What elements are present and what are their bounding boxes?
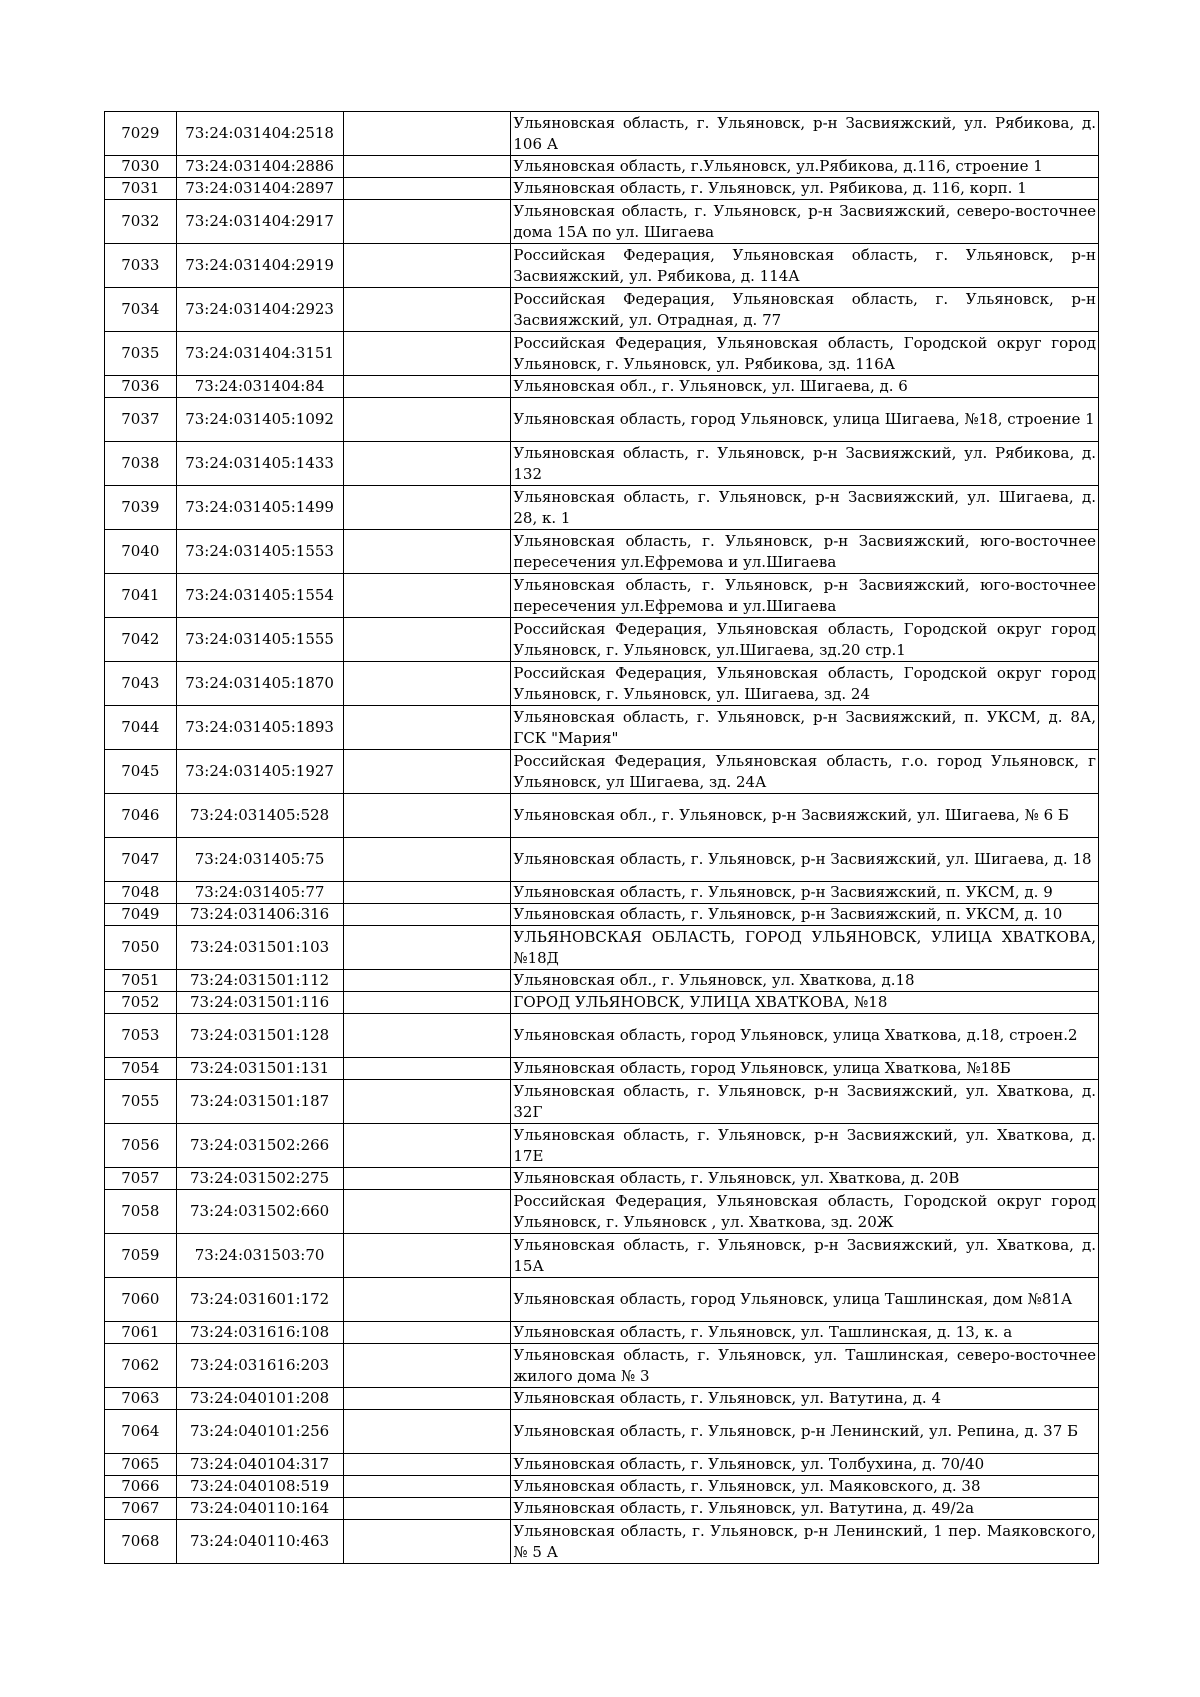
table-row bbox=[105, 574, 1099, 618]
row-number-cell: 7068 bbox=[105, 1520, 177, 1564]
cadastral-number-cell: 73:24:031405:1553 bbox=[176, 530, 343, 574]
cadastral-number-cell: 73:24:031404:2518 bbox=[176, 112, 343, 156]
row-number-cell: 7033 bbox=[105, 244, 177, 288]
row-number-cell: 7052 bbox=[105, 992, 177, 1014]
empty-cell bbox=[343, 970, 511, 992]
empty-cell bbox=[343, 1278, 511, 1322]
row-number-cell: 7036 bbox=[105, 376, 177, 398]
address-cell: Ульяновская область, г. Ульяновск, р-н Засвияжский, юго-восточнее пересечения ул.Ефремова и ул.Шигаева bbox=[511, 530, 1099, 574]
cadastral-number-cell: 73:24:031405:1870 bbox=[176, 662, 343, 706]
row-number-cell: 7064 bbox=[105, 1410, 177, 1454]
cadastral-number-cell: 73:24:031405:1893 bbox=[176, 706, 343, 750]
empty-cell bbox=[343, 486, 511, 530]
address-cell: Ульяновская область, г. Ульяновск, р-н Ленинский, ул. Репина, д. 37 Б bbox=[511, 1410, 1099, 1454]
empty-cell bbox=[343, 398, 511, 442]
cadastral-table bbox=[104, 111, 1099, 1564]
empty-cell bbox=[343, 1410, 511, 1454]
address-cell: Ульяновская область, г. Ульяновск, р-н Засвияжский, ул. Хваткова, д. 15А bbox=[511, 1234, 1099, 1278]
cadastral-number-cell: 73:24:040101:256 bbox=[176, 1410, 343, 1454]
row-number-cell: 7032 bbox=[105, 200, 177, 244]
empty-cell bbox=[343, 1080, 511, 1124]
address-cell: Ульяновская обл., г. Ульяновск, ул. Шигаева, д. 6 bbox=[511, 376, 1099, 398]
cadastral-number-cell: 73:24:031404:2917 bbox=[176, 200, 343, 244]
cadastral-number-cell: 73:24:031404:2923 bbox=[176, 288, 343, 332]
table-row bbox=[105, 794, 1099, 838]
empty-cell bbox=[343, 244, 511, 288]
row-number-cell: 7040 bbox=[105, 530, 177, 574]
row-number-cell: 7050 bbox=[105, 926, 177, 970]
cadastral-number-cell: 73:24:031601:172 bbox=[176, 1278, 343, 1322]
table-row bbox=[105, 926, 1099, 970]
empty-cell bbox=[343, 442, 511, 486]
row-number-cell: 7051 bbox=[105, 970, 177, 992]
table-row bbox=[105, 904, 1099, 926]
cadastral-number-cell: 73:24:031502:275 bbox=[176, 1168, 343, 1190]
cadastral-number-cell: 73:24:031406:316 bbox=[176, 904, 343, 926]
row-number-cell: 7039 bbox=[105, 486, 177, 530]
table-row bbox=[105, 200, 1099, 244]
row-number-cell: 7056 bbox=[105, 1124, 177, 1168]
address-cell: Ульяновская область, г. Ульяновск, р-н Засвияжский, ул. Шигаева, д. 18 bbox=[511, 838, 1099, 882]
table-row bbox=[105, 156, 1099, 178]
table-row bbox=[105, 1080, 1099, 1124]
row-number-cell: 7035 bbox=[105, 332, 177, 376]
address-cell: Российская Федерация, Ульяновская область, г.о. город Ульяновск, г Ульяновск, ул Шигаева, зд. 24А bbox=[511, 750, 1099, 794]
empty-cell bbox=[343, 1476, 511, 1498]
cadastral-number-cell: 73:24:031503:70 bbox=[176, 1234, 343, 1278]
table-row bbox=[105, 530, 1099, 574]
address-cell: Ульяновская область, г. Ульяновск, р-н Засвияжский, п. УКСМ, д. 8А, ГСК "Мария" bbox=[511, 706, 1099, 750]
address-cell: Ульяновская область, г. Ульяновск, р-н Засвияжский, ул. Хваткова, д. 17Е bbox=[511, 1124, 1099, 1168]
address-cell: Ульяновская область, г. Ульяновск, р-н Засвияжский, юго-восточнее пересечения ул.Ефремова и ул.Шигаева bbox=[511, 574, 1099, 618]
table-row bbox=[105, 838, 1099, 882]
empty-cell bbox=[343, 112, 511, 156]
cadastral-number-cell: 73:24:031404:2919 bbox=[176, 244, 343, 288]
address-cell: Ульяновская область, г. Ульяновск, р-н Засвияжский, ул. Хваткова, д. 32Г bbox=[511, 1080, 1099, 1124]
empty-cell bbox=[343, 156, 511, 178]
address-cell: Ульяновская область, город Ульяновск, улица Ташлинская, дом №81А bbox=[511, 1278, 1099, 1322]
empty-cell bbox=[343, 1190, 511, 1234]
table-row bbox=[105, 662, 1099, 706]
cadastral-number-cell: 73:24:031501:116 bbox=[176, 992, 343, 1014]
cadastral-number-cell: 73:24:031501:103 bbox=[176, 926, 343, 970]
cadastral-number-cell: 73:24:040101:208 bbox=[176, 1388, 343, 1410]
empty-cell bbox=[343, 1520, 511, 1564]
cadastral-number-cell: 73:24:031405:1499 bbox=[176, 486, 343, 530]
empty-cell bbox=[343, 618, 511, 662]
row-number-cell: 7029 bbox=[105, 112, 177, 156]
empty-cell bbox=[343, 1344, 511, 1388]
empty-cell bbox=[343, 1058, 511, 1080]
address-cell: Российская Федерация, Ульяновская область, Городской округ город Ульяновск, г. Ульяновск, ул.Шигаева, зд.20 стр.1 bbox=[511, 618, 1099, 662]
address-cell: Ульяновская область, г. Ульяновск, р-н Ленинский, 1 пер. Маяковского, № 5 А bbox=[511, 1520, 1099, 1564]
row-number-cell: 7049 bbox=[105, 904, 177, 926]
cadastral-number-cell: 73:24:031501:131 bbox=[176, 1058, 343, 1080]
empty-cell bbox=[343, 376, 511, 398]
address-cell: Ульяновская область, г. Ульяновск, ул. Ватутина, д. 4 bbox=[511, 1388, 1099, 1410]
address-cell: Ульяновская область, г. Ульяновск, ул. Рябикова, д. 116, корп. 1 bbox=[511, 178, 1099, 200]
address-cell: Ульяновская область, город Ульяновск, улица Хваткова, д.18, строен.2 bbox=[511, 1014, 1099, 1058]
table-row bbox=[105, 1476, 1099, 1498]
address-cell: Ульяновская обл., г. Ульяновск, р-н Засвияжский, ул. Шигаева, № 6 Б bbox=[511, 794, 1099, 838]
empty-cell bbox=[343, 574, 511, 618]
row-number-cell: 7030 bbox=[105, 156, 177, 178]
empty-cell bbox=[343, 200, 511, 244]
address-cell: Ульяновская область, г. Ульяновск, ул. Маяковского, д. 38 bbox=[511, 1476, 1099, 1498]
table-row bbox=[105, 1344, 1099, 1388]
cadastral-number-cell: 73:24:031404:2897 bbox=[176, 178, 343, 200]
empty-cell bbox=[343, 706, 511, 750]
address-cell: Российская Федерация, Ульяновская область, Городской округ город Ульяновск, г. Ульяновск , ул. Хваткова, зд. 20Ж bbox=[511, 1190, 1099, 1234]
address-cell: Ульяновская область, г. Ульяновск, ул. Ташлинская, северо-восточнее жилого дома № 3 bbox=[511, 1344, 1099, 1388]
cadastral-number-cell: 73:24:031405:77 bbox=[176, 882, 343, 904]
cadastral-number-cell: 73:24:031501:187 bbox=[176, 1080, 343, 1124]
table-row bbox=[105, 618, 1099, 662]
row-number-cell: 7055 bbox=[105, 1080, 177, 1124]
empty-cell bbox=[343, 1322, 511, 1344]
address-cell: Ульяновская область, г. Ульяновск, ул. Толбухина, д. 70/40 bbox=[511, 1454, 1099, 1476]
table-row bbox=[105, 1058, 1099, 1080]
empty-cell bbox=[343, 794, 511, 838]
address-cell: Ульяновская область, г. Ульяновск, р-н Засвияжский, северо-восточнее дома 15А по ул. Шигаева bbox=[511, 200, 1099, 244]
cadastral-number-cell: 73:24:031616:108 bbox=[176, 1322, 343, 1344]
row-number-cell: 7034 bbox=[105, 288, 177, 332]
table-row bbox=[105, 1388, 1099, 1410]
cadastral-number-cell: 73:24:040110:463 bbox=[176, 1520, 343, 1564]
row-number-cell: 7046 bbox=[105, 794, 177, 838]
table-row bbox=[105, 1498, 1099, 1520]
empty-cell bbox=[343, 288, 511, 332]
table-row bbox=[105, 1234, 1099, 1278]
empty-cell bbox=[343, 1498, 511, 1520]
address-cell: Ульяновская область, г. Ульяновск, ул. Ватутина, д. 49/2а bbox=[511, 1498, 1099, 1520]
address-cell: Ульяновская область, город Ульяновск, улица Шигаева, №18, строение 1 bbox=[511, 398, 1099, 442]
empty-cell bbox=[343, 992, 511, 1014]
table-row bbox=[105, 376, 1099, 398]
cadastral-number-cell: 73:24:031405:1554 bbox=[176, 574, 343, 618]
cadastral-number-cell: 73:24:031404:84 bbox=[176, 376, 343, 398]
empty-cell bbox=[343, 1124, 511, 1168]
table-row bbox=[105, 706, 1099, 750]
table-body bbox=[105, 112, 1099, 1564]
row-number-cell: 7057 bbox=[105, 1168, 177, 1190]
table-row bbox=[105, 1410, 1099, 1454]
table-row bbox=[105, 1278, 1099, 1322]
table-row bbox=[105, 332, 1099, 376]
cadastral-number-cell: 73:24:040108:519 bbox=[176, 1476, 343, 1498]
empty-cell bbox=[343, 1234, 511, 1278]
empty-cell bbox=[343, 882, 511, 904]
address-cell: Ульяновская область, г. Ульяновск, ул. Ташлинская, д. 13, к. а bbox=[511, 1322, 1099, 1344]
cadastral-number-cell: 73:24:031501:128 bbox=[176, 1014, 343, 1058]
row-number-cell: 7058 bbox=[105, 1190, 177, 1234]
cadastral-number-cell: 73:24:031405:75 bbox=[176, 838, 343, 882]
empty-cell bbox=[343, 1168, 511, 1190]
row-number-cell: 7038 bbox=[105, 442, 177, 486]
row-number-cell: 7059 bbox=[105, 1234, 177, 1278]
table-row bbox=[105, 442, 1099, 486]
table-row bbox=[105, 1190, 1099, 1234]
row-number-cell: 7047 bbox=[105, 838, 177, 882]
table-row bbox=[105, 244, 1099, 288]
cadastral-number-cell: 73:24:031501:112 bbox=[176, 970, 343, 992]
address-cell: Российская Федерация, Ульяновская область, г. Ульяновск, р-н Засвияжский, ул. Рябикова, д. 114А bbox=[511, 244, 1099, 288]
empty-cell bbox=[343, 332, 511, 376]
table-row bbox=[105, 112, 1099, 156]
address-cell: Российская Федерация, Ульяновская область, Городской округ город Ульяновск, г. Ульяновск, ул. Шигаева, зд. 24 bbox=[511, 662, 1099, 706]
address-cell: Ульяновская область, г. Ульяновск, ул. Хваткова, д. 20В bbox=[511, 1168, 1099, 1190]
empty-cell bbox=[343, 904, 511, 926]
table-row bbox=[105, 178, 1099, 200]
cadastral-number-cell: 73:24:031404:3151 bbox=[176, 332, 343, 376]
empty-cell bbox=[343, 662, 511, 706]
cadastral-number-cell: 73:24:031405:1433 bbox=[176, 442, 343, 486]
address-cell: УЛЬЯНОВСКАЯ ОБЛАСТЬ, ГОРОД УЛЬЯНОВСК, УЛИЦА ХВАТКОВА, №18Д bbox=[511, 926, 1099, 970]
table-row bbox=[105, 486, 1099, 530]
empty-cell bbox=[343, 1454, 511, 1476]
row-number-cell: 7042 bbox=[105, 618, 177, 662]
table-row bbox=[105, 970, 1099, 992]
address-cell: Ульяновская область, г. Ульяновск, р-н Засвияжский, ул. Рябикова, д. 132 bbox=[511, 442, 1099, 486]
row-number-cell: 7067 bbox=[105, 1498, 177, 1520]
table-row bbox=[105, 1520, 1099, 1564]
row-number-cell: 7031 bbox=[105, 178, 177, 200]
table-row bbox=[105, 1322, 1099, 1344]
row-number-cell: 7037 bbox=[105, 398, 177, 442]
address-cell: Ульяновская область, г. Ульяновск, р-н Засвияжский, ул. Шигаева, д. 28, к. 1 bbox=[511, 486, 1099, 530]
cadastral-number-cell: 73:24:031404:2886 bbox=[176, 156, 343, 178]
empty-cell bbox=[343, 178, 511, 200]
cadastral-number-cell: 73:24:031502:660 bbox=[176, 1190, 343, 1234]
address-cell: Ульяновская область, г.Ульяновск, ул.Рябикова, д.116, строение 1 bbox=[511, 156, 1099, 178]
table-row bbox=[105, 398, 1099, 442]
cadastral-number-cell: 73:24:040110:164 bbox=[176, 1498, 343, 1520]
empty-cell bbox=[343, 530, 511, 574]
cadastral-number-cell: 73:24:031405:1927 bbox=[176, 750, 343, 794]
table-row bbox=[105, 288, 1099, 332]
table-row bbox=[105, 1168, 1099, 1190]
cadastral-number-cell: 73:24:031502:266 bbox=[176, 1124, 343, 1168]
address-cell: ГОРОД УЛЬЯНОВСК, УЛИЦА ХВАТКОВА, №18 bbox=[511, 992, 1099, 1014]
table-row bbox=[105, 882, 1099, 904]
address-cell: Ульяновская область, г. Ульяновск, р-н Засвияжский, п. УКСМ, д. 9 bbox=[511, 882, 1099, 904]
row-number-cell: 7062 bbox=[105, 1344, 177, 1388]
cadastral-number-cell: 73:24:031405:1555 bbox=[176, 618, 343, 662]
row-number-cell: 7043 bbox=[105, 662, 177, 706]
empty-cell bbox=[343, 1388, 511, 1410]
empty-cell bbox=[343, 838, 511, 882]
row-number-cell: 7054 bbox=[105, 1058, 177, 1080]
table-row bbox=[105, 750, 1099, 794]
empty-cell bbox=[343, 1014, 511, 1058]
address-cell: Ульяновская область, г. Ульяновск, р-н Засвияжский, п. УКСМ, д. 10 bbox=[511, 904, 1099, 926]
row-number-cell: 7053 bbox=[105, 1014, 177, 1058]
address-cell: Ульяновская область, г. Ульяновск, р-н Засвияжский, ул. Рябикова, д. 106 А bbox=[511, 112, 1099, 156]
row-number-cell: 7065 bbox=[105, 1454, 177, 1476]
table-row bbox=[105, 1124, 1099, 1168]
row-number-cell: 7041 bbox=[105, 574, 177, 618]
address-cell: Ульяновская обл., г. Ульяновск, ул. Хваткова, д.18 bbox=[511, 970, 1099, 992]
empty-cell bbox=[343, 926, 511, 970]
row-number-cell: 7045 bbox=[105, 750, 177, 794]
table-row bbox=[105, 1454, 1099, 1476]
row-number-cell: 7066 bbox=[105, 1476, 177, 1498]
row-number-cell: 7060 bbox=[105, 1278, 177, 1322]
row-number-cell: 7044 bbox=[105, 706, 177, 750]
table-row bbox=[105, 1014, 1099, 1058]
row-number-cell: 7063 bbox=[105, 1388, 177, 1410]
row-number-cell: 7048 bbox=[105, 882, 177, 904]
row-number-cell: 7061 bbox=[105, 1322, 177, 1344]
empty-cell bbox=[343, 750, 511, 794]
address-cell: Российская Федерация, Ульяновская область, г. Ульяновск, р-н Засвияжский, ул. Отрадная, д. 77 bbox=[511, 288, 1099, 332]
cadastral-number-cell: 73:24:040104:317 bbox=[176, 1454, 343, 1476]
address-cell: Российская Федерация, Ульяновская область, Городской округ город Ульяновск, г. Ульяновск, ул. Рябикова, зд. 116А bbox=[511, 332, 1099, 376]
address-cell: Ульяновская область, город Ульяновск, улица Хваткова, №18Б bbox=[511, 1058, 1099, 1080]
cadastral-number-cell: 73:24:031405:528 bbox=[176, 794, 343, 838]
cadastral-number-cell: 73:24:031616:203 bbox=[176, 1344, 343, 1388]
table-row bbox=[105, 992, 1099, 1014]
cadastral-number-cell: 73:24:031405:1092 bbox=[176, 398, 343, 442]
